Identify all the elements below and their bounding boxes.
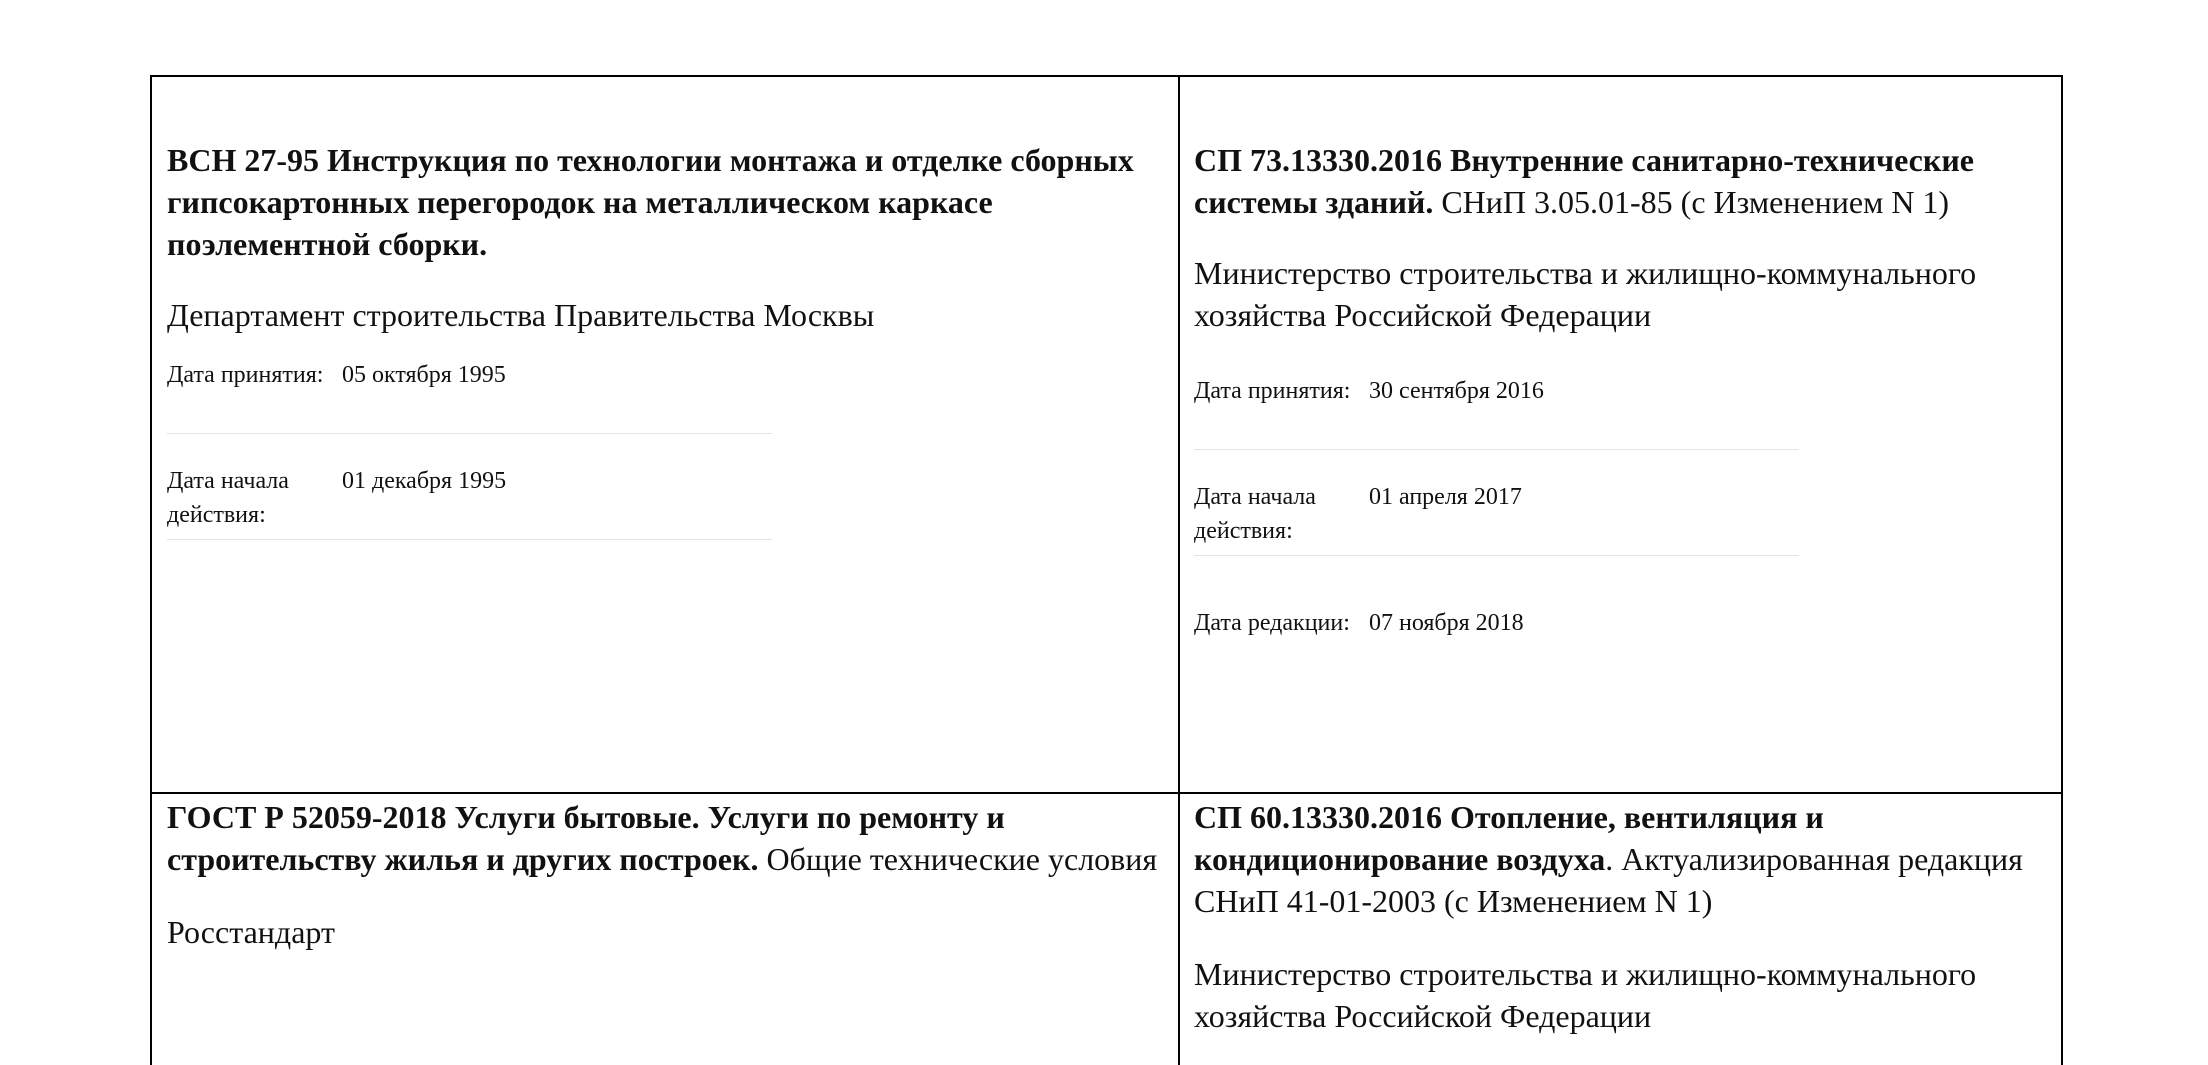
meta-value-effective: 01 декабря 1995 — [342, 468, 507, 494]
document-title[interactable] — [167, 139, 1167, 265]
meta-label-effective: Дата начала действия: — [1194, 484, 1316, 544]
meta-row-adopted — [167, 358, 772, 434]
meta-row-effective — [1194, 480, 1799, 556]
document-card-vsn-27-95 — [167, 139, 1167, 540]
document-organization: Департамент строительства Правительства Москвы — [167, 297, 875, 333]
meta-row-effective — [167, 464, 772, 540]
meta-value-adopted: 30 сентября 2016 — [1369, 378, 1544, 404]
meta-value-effective: 01 апреля 2017 — [1369, 484, 1522, 510]
row-divider — [152, 792, 2061, 794]
document-title-rest: Общие технические условия — [758, 841, 1158, 877]
meta-value-revised: 07 ноября 2018 — [1369, 610, 1524, 636]
document-title[interactable] — [1194, 796, 2054, 922]
document-title-bold[interactable]: СП 73.13330.2016 Внутренние санитарно-технические системы зданий. — [1194, 142, 1974, 220]
meta-value-adopted: 05 октября 1995 — [342, 362, 506, 388]
document-organization: Министерство строительства и жилищно-коммунального хозяйства Российской Федерации — [1194, 255, 1977, 333]
document-title-bold[interactable]: ВСН 27-95 Инструкция по технологии монтажа и отделке сборных гипсокартонных перегородок на металлическом каркасе поэлементной сборки. — [167, 142, 1134, 262]
document-organization: Министерство строительства и жилищно-коммунального хозяйства Российской Федерации — [1194, 956, 1977, 1034]
meta-row-adopted — [1194, 374, 1799, 450]
document-title-rest: СНиП 3.05.01-85 (с Изменением N 1) — [1433, 184, 1950, 220]
document-title-bold[interactable]: ГОСТ Р 52059-2018 Услуги бытовые. Услуги по ремонту и строительству жилья и других построек. — [167, 799, 1005, 877]
document-organization: Росстандарт — [167, 914, 335, 950]
column-divider — [1178, 77, 1180, 1065]
meta-label-adopted: Дата принятия: — [167, 362, 324, 388]
document-card-sp-60-13330-2016 — [1194, 796, 2054, 1037]
document-title-bold[interactable]: СП 60.13330.2016 Отопление, вентиляция и кондиционирование воздуха — [1194, 799, 1824, 877]
document-card-gost-r-52059-2018 — [167, 796, 1167, 953]
meta-label-adopted: Дата принятия: — [1194, 378, 1351, 404]
document-title-rest: . Актуализированная редакция СНиП 41-01-2003 (с Изменением N 1) — [1194, 841, 2023, 919]
meta-row-revised — [1194, 606, 1799, 682]
meta-label-revised: Дата редакции: — [1194, 610, 1350, 636]
documents-table — [150, 75, 2063, 1065]
document-title[interactable] — [1194, 139, 2054, 223]
document-card-sp-73-13330-2016 — [1194, 139, 2054, 682]
document-title[interactable] — [167, 796, 1167, 880]
meta-label-effective: Дата начала действия: — [167, 468, 289, 528]
